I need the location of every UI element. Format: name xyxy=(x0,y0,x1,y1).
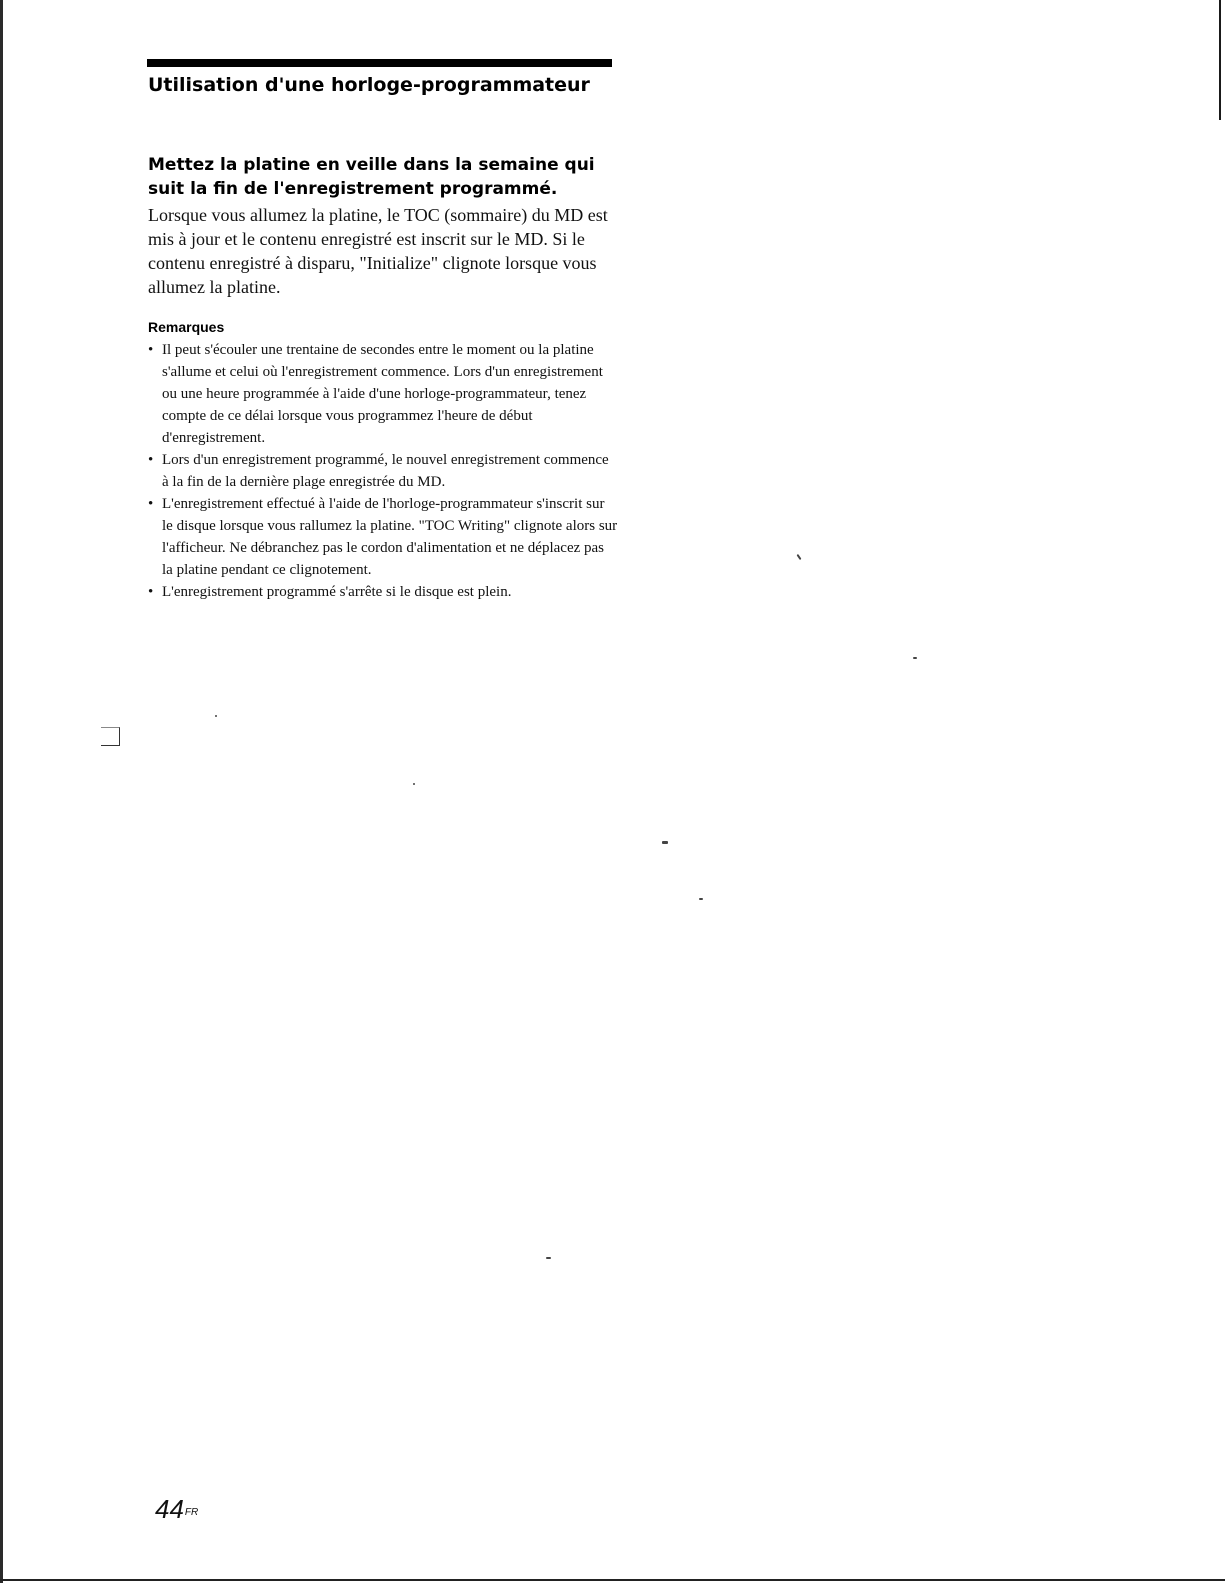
scan-edge-left xyxy=(0,0,3,1583)
bullet-icon: • xyxy=(148,452,154,468)
note-text: L'enregistrement effectué à l'aide de l'horloge-programmateur s'inscrit sur le disque lorsque vous rallumez la platine. "TOC Writing" clignote alors sur l'afficheur. Ne débranchez pas le cordon d'alimentation et ne déplacez pas la platine pendant ce clignotement. xyxy=(162,496,618,578)
scan-speck xyxy=(796,554,801,560)
note-item xyxy=(148,449,618,493)
section-title: Utilisation d'une horloge-programmateur xyxy=(148,74,590,96)
scan-speck xyxy=(699,898,703,900)
note-text: Lors d'un enregistrement programmé, le nouvel enregistrement commence à la fin de la dernière plage enregistrée du MD. xyxy=(162,452,609,490)
page-number xyxy=(155,1494,198,1524)
scan-speck xyxy=(215,715,217,717)
page-number-value: 44 xyxy=(155,1494,184,1524)
bullet-icon: • xyxy=(148,584,154,600)
scan-speck xyxy=(413,783,415,785)
note-text: Il peut s'écouler une trentaine de secondes entre le moment ou la platine s'allume et celui où l'enregistrement commence. Lors d'un enregistrement ou une heure programmée à l'aide d'une horloge-programmateur, tenez compte de ce délai lorsque vous programmez l'heure de début d'enregistrement. xyxy=(162,342,603,446)
notes-list xyxy=(148,339,618,603)
scan-edge-bottom xyxy=(0,1579,1225,1581)
note-text: L'enregistrement programmé s'arrête si le disque est plein. xyxy=(162,584,512,600)
bullet-icon: • xyxy=(148,496,154,512)
bullet-icon: • xyxy=(148,342,154,358)
step-heading: Mettez la platine en veille dans la semaine qui suit la fin de l'enregistrement programmé. xyxy=(148,155,595,199)
note-item xyxy=(148,493,618,581)
margin-mark xyxy=(101,727,120,746)
scan-speck xyxy=(662,841,668,844)
note-item xyxy=(148,581,618,603)
scan-speck xyxy=(546,1257,551,1259)
section-rule xyxy=(147,59,612,67)
page-language-code: FR xyxy=(184,1507,199,1518)
scan-speck xyxy=(913,657,917,659)
scan-edge-right xyxy=(1219,0,1221,120)
note-item xyxy=(148,339,618,449)
notes-heading: Remarques xyxy=(148,319,225,335)
step-body: Lorsque vous allumez la platine, le TOC (sommaire) du MD est mis à jour et le contenu enregistré est inscrit sur le MD. Si le contenu enregistré à disparu, "Initialize" clignote lorsque vous allumez la platine. xyxy=(148,205,608,297)
